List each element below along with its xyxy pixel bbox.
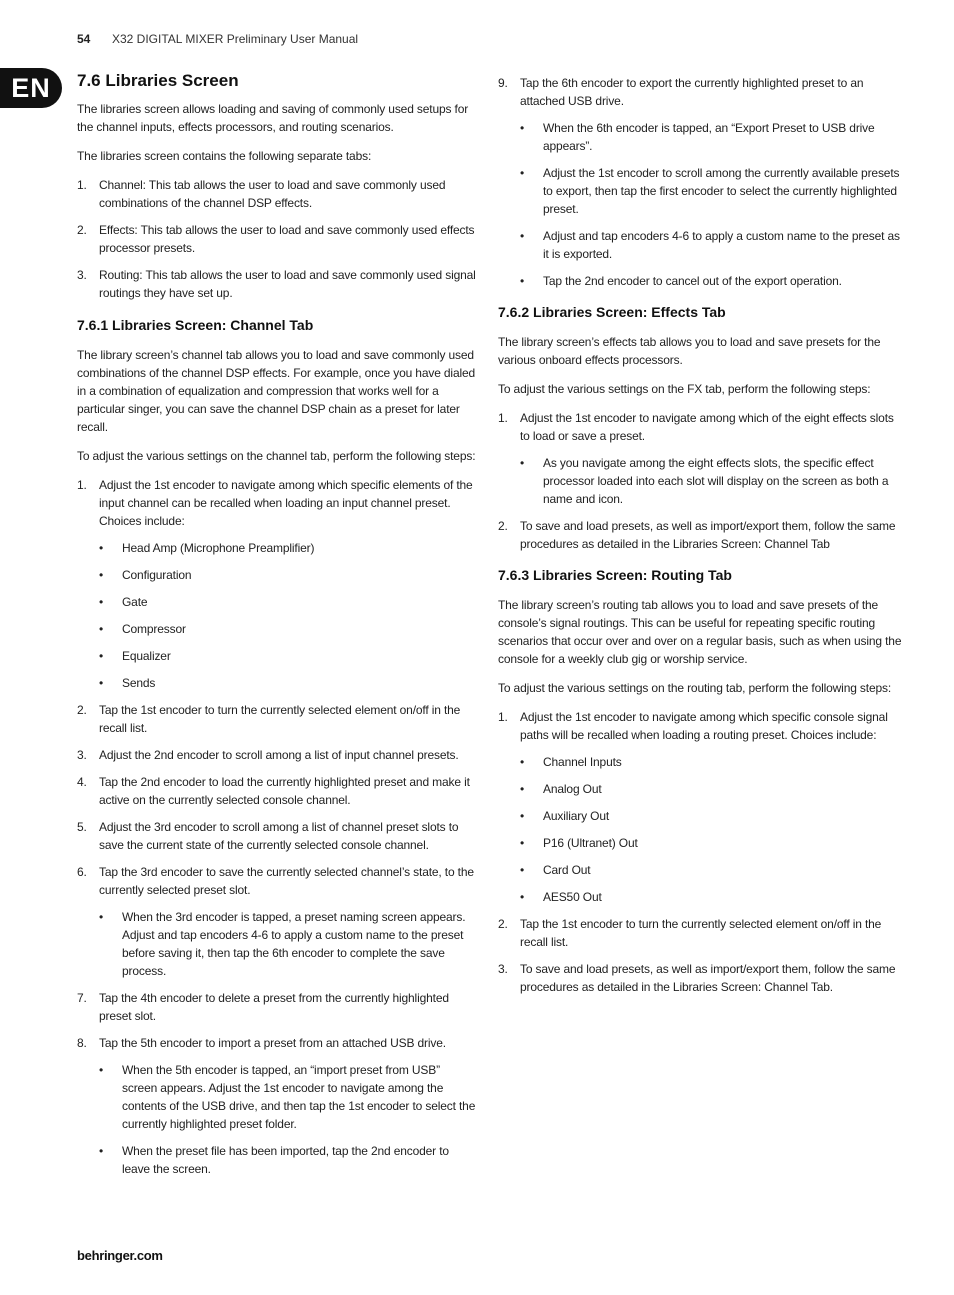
- subsection-heading-7-6-1: 7.6.1 Libraries Screen: Channel Tab: [77, 317, 314, 333]
- paragraph: To adjust the various settings on the routing tab, perform the following steps:: [498, 681, 892, 695]
- bullet-item: • Configuration: [99, 568, 192, 582]
- list-item: 2. Effects: This tab allows the user to load and save commonly used effects processor presets.: [77, 223, 475, 255]
- list-item: 9. Tap the 6th encoder to export the currently highlighted preset to an attached USB drive.: [498, 76, 864, 108]
- bullet-item: • P16 (Ultranet) Out: [520, 836, 638, 850]
- paragraph: The libraries screen contains the following separate tabs:: [77, 149, 372, 163]
- list-item: 6. Tap the 3rd encoder to save the currently selected channel’s state, to the currently selected preset slot.: [77, 865, 474, 897]
- list-item: 4. Tap the 2nd encoder to load the currently highlighted preset and make it active on the currently selected console channel.: [77, 775, 470, 807]
- list-item: 2. To save and load presets, as well as import/export them, follow the same procedures as detailed in the Libraries Screen: Channel Tab: [498, 519, 896, 551]
- list-item: 1. Adjust the 1st encoder to navigate among which specific elements of the input channel can be recalled when loading an input channel preset. Choices include:: [77, 478, 473, 528]
- bullet-item: • When the 6th encoder is tapped, an “Export Preset to USB drive appears”.: [520, 121, 875, 153]
- list-item: 8. Tap the 5th encoder to import a preset from an attached USB drive.: [77, 1036, 446, 1050]
- bullet-item: • Gate: [99, 595, 148, 609]
- list-item: 3. Routing: This tab allows the user to load and save commonly used signal routings they have set up.: [77, 268, 476, 300]
- manual-title: X32 DIGITAL MIXER Preliminary User Manual: [112, 32, 359, 46]
- right-column: [498, 74, 903, 1005]
- paragraph: The library screen’s effects tab allows you to load and save presets for the various onboard effects processors.: [498, 335, 881, 367]
- behringer-logo[interactable]: behringer.com: [77, 1248, 163, 1263]
- subsection-heading-7-6-3: 7.6.3 Libraries Screen: Routing Tab: [498, 567, 732, 583]
- list-item: 2. Tap the 1st encoder to turn the currently selected element on/off in the recall list.: [77, 703, 461, 735]
- section-heading-7-6: 7.6 Libraries Screen: [77, 71, 239, 90]
- page-number: 54: [77, 32, 91, 46]
- bullet-item: • Adjust and tap encoders 4-6 to apply a custom name to the preset as it is exported.: [520, 229, 900, 261]
- bullet-item: • As you navigate among the eight effects slots, the specific effect processor loaded into each slot will display on the screen as both a name and icon.: [520, 456, 889, 506]
- subsection-heading-7-6-2: 7.6.2 Libraries Screen: Effects Tab: [498, 304, 726, 320]
- bullet-item: • AES50 Out: [520, 890, 602, 904]
- bullet-item: • Analog Out: [520, 782, 602, 796]
- list-item: 7. Tap the 4th encoder to delete a preset from the currently highlighted preset slot.: [77, 991, 449, 1023]
- paragraph: To adjust the various settings on the channel tab, perform the following steps:: [77, 449, 476, 463]
- bullet-item: • When the 3rd encoder is tapped, a preset naming screen appears. Adjust and tap encoders 4-6 to apply a custom name to the preset before saving it, then tap the 6th encoder to complete the save process.: [99, 910, 466, 978]
- bullet-item: • Card Out: [520, 863, 591, 877]
- bullet-item: • When the preset file has been imported, tap the 2nd encoder to leave the screen.: [99, 1144, 449, 1176]
- bullet-item: • Tap the 2nd encoder to cancel out of the export operation.: [520, 274, 842, 288]
- bullet-item: • Head Amp (Microphone Preamplifier): [99, 541, 315, 555]
- bullet-item: • Adjust the 1st encoder to scroll among the currently available presets to export, then tap the first encoder to select the currently highlighted preset.: [520, 166, 900, 216]
- paragraph: The library screen’s channel tab allows you to load and save commonly used combinations of the channel DSP effects. For example, once you have dialed in a combination of equalization and compression that works well for a particular singer, you can save the channel DSP chain as a preset for later recall.: [77, 348, 476, 434]
- list-item: 1. Adjust the 1st encoder to navigate among which of the eight effects slots to load or save a preset.: [498, 411, 894, 443]
- bullet-item: • Auxiliary Out: [520, 809, 610, 823]
- list-item: 3. To save and load presets, as well as import/export them, follow the same procedures as detailed in the Libraries Screen: Channel Tab.: [498, 962, 896, 994]
- paragraph: The library screen’s routing tab allows you to load and save presets of the console’s signal routings. This can be useful for repeating specific routing scenarios that occur over and over on a regular basis, such as when using the console for a weekly club gig or worship service.: [498, 598, 902, 666]
- bullet-item: • Sends: [99, 676, 156, 690]
- list-item: 1. Channel: This tab allows the user to load and save commonly used combinations of the channel DSP effects.: [77, 178, 446, 210]
- bullet-item: • Compressor: [99, 622, 186, 636]
- bullet-item: • Equalizer: [99, 649, 171, 663]
- left-column: [77, 70, 477, 1187]
- list-item: 1. Adjust the 1st encoder to navigate among which specific console signal paths will be recalled when loading a routing preset. Choices include:: [498, 710, 888, 742]
- bullet-item: • Channel Inputs: [520, 755, 622, 769]
- list-item: 3. Adjust the 2nd encoder to scroll among a list of input channel presets.: [77, 748, 459, 762]
- paragraph: The libraries screen allows loading and saving of commonly used setups for the channel inputs, effects processors, and routing scenarios.: [77, 102, 469, 134]
- list-item: 2. Tap the 1st encoder to turn the currently selected element on/off in the recall list.: [498, 917, 882, 949]
- paragraph: To adjust the various settings on the FX tab, perform the following steps:: [498, 382, 871, 396]
- language-tab: EN: [0, 68, 62, 108]
- list-item: 5. Adjust the 3rd encoder to scroll among a list of channel preset slots to save the current state of the currently selected console channel.: [77, 820, 459, 852]
- bullet-item: • When the 5th encoder is tapped, an “import preset from USB” screen appears. Adjust the 1st encoder to navigate among the contents of the USB drive, and then tap the 1st encoder to select the currently highlighted preset folder.: [99, 1063, 476, 1131]
